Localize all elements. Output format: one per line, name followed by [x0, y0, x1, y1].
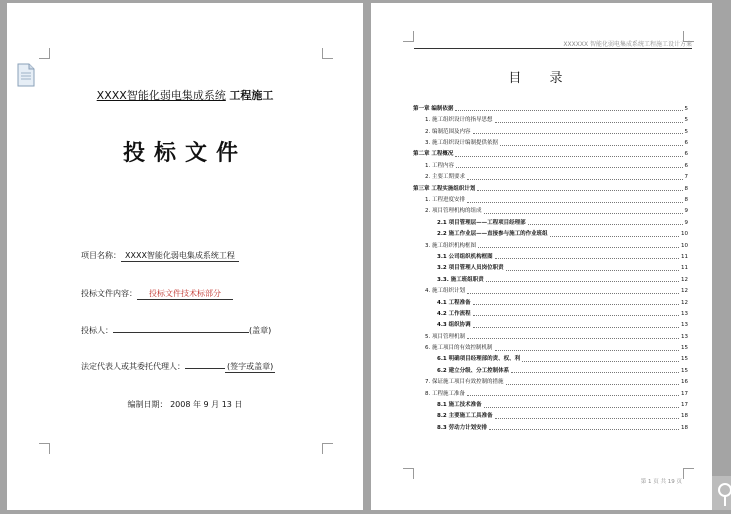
- cover-title-suffix: 工程施工: [229, 89, 274, 102]
- toc-entry-label: 1. 工程内容: [425, 162, 454, 169]
- toc-entry[interactable]: [413, 295, 688, 306]
- toc-entry-label: 7. 保证施工项目有效控制的措施: [425, 379, 504, 386]
- toc-entry[interactable]: [413, 397, 688, 408]
- compile-date: 编制日期： 2008 年 9 月 13 日: [127, 400, 243, 409]
- toc-entry-page: 10: [681, 242, 688, 249]
- toc-entry[interactable]: [413, 124, 688, 135]
- bid-content-value: 投标文件技术标部分: [137, 288, 233, 300]
- toc-leader: [467, 179, 683, 180]
- margin-mark: [403, 468, 414, 479]
- toc-entry-label: 第三章 工程实施组织计划: [413, 185, 476, 192]
- bidder-field: [81, 325, 271, 336]
- toc-entry-page: 5: [684, 128, 688, 135]
- toc-entry-label: 2. 编制范围及内容: [425, 128, 471, 135]
- toc-entry-page: 11: [681, 253, 688, 260]
- toc-entry-page: 8: [684, 185, 688, 192]
- toc-entry[interactable]: [413, 215, 688, 226]
- toc-leader: [473, 133, 683, 134]
- toc-leader: [495, 350, 680, 351]
- toc-leader: [484, 407, 679, 408]
- toc-entry-label: 3.2 项目管理人员岗位职责: [437, 265, 504, 272]
- toc-leader: [473, 304, 679, 305]
- toc-entry-page: 13: [681, 333, 688, 340]
- bidder-label: 投标人：: [81, 326, 113, 335]
- margin-mark: [39, 48, 50, 59]
- toc-entry-page: 13: [681, 310, 688, 317]
- toc-entry-page: 17: [681, 390, 688, 397]
- toc-leader: [484, 213, 683, 214]
- margin-mark: [322, 443, 333, 454]
- toc-entry[interactable]: [413, 317, 688, 328]
- toc-entry-page: 12: [681, 276, 688, 283]
- toc-leader: [528, 224, 683, 225]
- toc-entry[interactable]: [413, 135, 688, 146]
- toc-leader: [495, 258, 679, 259]
- toc-entry-label: 4.1 工程准备: [437, 299, 471, 306]
- toc-entry-page: 15: [681, 356, 688, 363]
- toc-entry[interactable]: [413, 169, 688, 180]
- toc-leader: [477, 190, 682, 191]
- toc-entry[interactable]: [413, 272, 688, 283]
- toc-entry-label: 2. 主要工期要求: [425, 174, 465, 181]
- bidder-seal: (盖章): [249, 326, 272, 335]
- toc-leader: [467, 202, 683, 203]
- cover-title-project: XXXX智能化弱电集成系统: [96, 89, 226, 102]
- toc-entry-label: 2.2 施工作业层——直接参与施工的作业班组: [437, 231, 548, 238]
- project-name-label: 项目名称：: [81, 251, 121, 260]
- toc-leader: [500, 145, 683, 146]
- scroll-corner[interactable]: [712, 476, 731, 510]
- toc-entry[interactable]: [413, 204, 688, 215]
- toc-entry[interactable]: [413, 192, 688, 203]
- toc-entry-page: 6: [684, 162, 688, 169]
- toc-entry-label: 第二章 工程概况: [413, 151, 454, 158]
- toc-entry-page: 5: [684, 117, 688, 124]
- toc-entry[interactable]: [413, 352, 688, 363]
- toc-entry-label: 6.2 建立分级、分工控制体系: [437, 367, 510, 374]
- toc-leader: [506, 270, 679, 271]
- main-title: 投标文件: [122, 140, 247, 166]
- representative-blank: [185, 368, 225, 369]
- toc-entry[interactable]: [413, 386, 688, 397]
- toc-leader: [455, 110, 682, 111]
- toc-entry-label: 2.1 项目管理层——工程项目经理部: [437, 219, 526, 226]
- toc-entry-page: 13: [681, 322, 688, 329]
- bid-content-label: 投标文件内容：: [81, 289, 137, 298]
- toc-entry-label: 6.1 明确项目经理部的责、权、利: [437, 356, 521, 363]
- toc-entry[interactable]: [413, 260, 688, 271]
- toc-entry-label: 4.3 组织协调: [437, 322, 471, 329]
- page-footer: 第 1 页 共 19 页: [640, 479, 682, 485]
- toc-entry-label: 8. 工程施工准备: [425, 390, 465, 397]
- cover-title: [7, 87, 363, 103]
- toc-entry[interactable]: [413, 306, 688, 317]
- margin-mark: [39, 443, 50, 454]
- toc-entry-label: 4.2 工作流程: [437, 310, 471, 317]
- toc-entry-label: 1. 工程进度安排: [425, 197, 465, 204]
- toc-leader: [467, 338, 679, 339]
- toc-entry-page: 9: [684, 208, 688, 215]
- header-rule: [414, 48, 692, 49]
- toc-list: [413, 101, 688, 431]
- toc-entry[interactable]: [413, 420, 688, 431]
- toc-entry-label: 4. 施工组织计划: [425, 288, 465, 295]
- toc-entry-label: 8.1 施工技术准备: [437, 402, 482, 409]
- margin-mark: [403, 31, 414, 42]
- toc-entry-page: 17: [681, 402, 688, 409]
- toc-entry-page: 12: [681, 299, 688, 306]
- toc-entry[interactable]: [413, 112, 688, 123]
- margin-mark: [683, 468, 694, 479]
- toc-entry-page: 15: [681, 367, 688, 374]
- project-name-field: [81, 250, 239, 262]
- representative-field: [81, 361, 275, 373]
- bid-content-field: [81, 288, 233, 300]
- toc-entry-label: 3. 施工组织机构框图: [425, 242, 476, 249]
- toc-leader: [495, 418, 679, 419]
- toc-entry-label: 3. 施工组织设计编制提供依据: [425, 140, 498, 147]
- toc-entry-label: 第一章 编制依据: [413, 105, 454, 112]
- toc-entry-page: 11: [681, 265, 688, 272]
- toc-entry[interactable]: [413, 283, 688, 294]
- toc-entry-label: 2. 项目管理机构的组成: [425, 208, 482, 215]
- toc-entry-label: 3.1 公司组织机构框图: [437, 253, 493, 260]
- toc-leader: [511, 372, 679, 373]
- toc-entry-page: 6: [684, 151, 688, 158]
- toc-entry-page: 16: [681, 379, 688, 386]
- toc-entry-page: 7: [684, 174, 688, 181]
- toc-entry-page: 5: [684, 105, 688, 112]
- representative-label: 法定代表人或其委托代理人：: [81, 362, 185, 371]
- toc-entry[interactable]: [413, 409, 688, 420]
- toc-entry[interactable]: [413, 158, 688, 169]
- toc-entry-label: 5. 项目管理机制: [425, 333, 465, 340]
- toc-entry-page: 15: [681, 345, 688, 352]
- toc-leader: [455, 156, 682, 157]
- toc-entry-page: 18: [681, 413, 688, 420]
- toc-leader: [467, 395, 679, 396]
- toc-page: [371, 3, 712, 510]
- bidder-blank: [113, 332, 249, 333]
- margin-mark: [322, 48, 333, 59]
- toc-entry-page: 12: [681, 288, 688, 295]
- toc-entry[interactable]: [413, 238, 688, 249]
- toc-entry[interactable]: [413, 226, 688, 237]
- toc-entry-page: 6: [684, 140, 688, 147]
- toc-entry[interactable]: [413, 363, 688, 374]
- toc-entry[interactable]: [413, 340, 688, 351]
- toc-leader: [550, 236, 679, 237]
- representative-seal: (签字或盖章): [227, 362, 274, 371]
- toc-title: 目 录: [508, 71, 575, 86]
- toc-leader: [506, 384, 680, 385]
- toc-leader: [489, 429, 679, 430]
- toc-leader: [467, 293, 679, 294]
- toc-entry-page: 10: [681, 231, 688, 238]
- toc-entry-label: 6. 施工项目的有效控制机制: [425, 345, 493, 352]
- toc-entry-page: 8: [684, 197, 688, 204]
- toc-leader: [478, 247, 679, 248]
- toc-entry-label: 1. 施工组织设计的指导思想: [425, 117, 493, 124]
- toc-leader: [473, 327, 679, 328]
- toc-entry-label: 3.3. 施工班组职责: [437, 276, 484, 283]
- project-name-value: XXXX智能化弱电集成系统工程: [121, 250, 239, 262]
- toc-entry-label: 8.2 主要施工工具准备: [437, 413, 493, 420]
- page-header: XXXXXX 智能化弱电集成系统工程施工设计方案: [563, 41, 692, 48]
- magnifier-icon: [712, 476, 731, 510]
- toc-entry-page: 9: [684, 219, 688, 226]
- toc-entry[interactable]: [413, 147, 688, 158]
- toc-leader: [456, 167, 683, 168]
- toc-entry[interactable]: [413, 181, 688, 192]
- toc-leader: [486, 281, 679, 282]
- toc-leader: [495, 122, 683, 123]
- cover-page: [7, 3, 363, 510]
- toc-leader: [522, 361, 679, 362]
- toc-entry-label: 8.3 劳动力计划安排: [437, 424, 488, 431]
- toc-leader: [473, 315, 679, 316]
- toc-entry-page: 18: [681, 424, 688, 431]
- toc-entry[interactable]: [413, 374, 688, 385]
- toc-entry[interactable]: [413, 101, 688, 112]
- toc-entry[interactable]: [413, 329, 688, 340]
- toc-entry[interactable]: [413, 249, 688, 260]
